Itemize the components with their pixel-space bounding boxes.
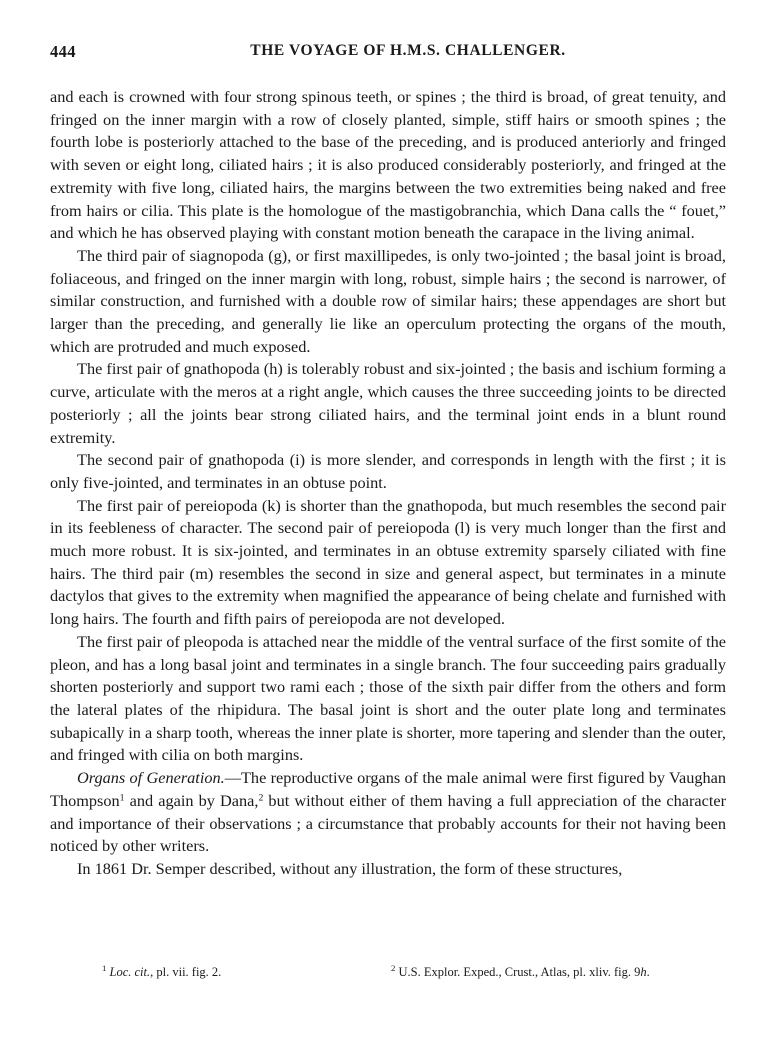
paragraph-pereiopoda: The first pair of pereiopoda (k) is shorter than the gnathopoda, but much resembles the second pair in its feebleness of character. The second pair of pereiopoda (l) is very much longer than the first and much more robust. It is six-jointed, and terminates in an obtuse extremity sparsely ciliated with fine hairs. The third pair (m) resembles the second in size and general aspect, but terminates in a minute dactylos that gives to the extremity when magnified the appearance of being chelate and furnished with long hairs. The fourth and fifth pairs of pereiopoda are not developed.	[50, 495, 726, 629]
section-heading-organs-of-generation: Organs of Generation.	[77, 768, 225, 788]
page-number: 444	[50, 42, 76, 61]
footnote-2-italic: h	[640, 965, 647, 979]
footnote-2-end: .	[646, 965, 650, 979]
paragraph-mastigobranchia: and each is crowned with four strong spinous teeth, or spines ; the third is broad, of great tenuity, and fringed on the inner margin with a row of closely planted, simple, stiff hairs or smooth spines ; the fourth lobe is posteriorly attached to the base of the preceding, and is produced anteriorly and fringed with seven or eight long, ciliated hairs ; it is also produced considerably posteriorly, and fringed at the extremity with five long, ciliated hairs, the margins between the two extremities being naked and free from hairs or cilia. This plate is the homologue of the mastigobranchia, which Dana calls the “ fouet,” and which he has observed playing with constant motion beneath the carapace in the living animal.	[50, 87, 726, 243]
paragraph-second-gnathopoda: The second pair of gnathopoda (i) is more slender, and corresponds in length with the first ; it is only five-jointed, and terminates in an obtuse point.	[50, 450, 726, 492]
footnote-2	[391, 964, 650, 980]
footnote-ref-2: 2	[258, 792, 264, 804]
footnote-mark-2: 2	[391, 963, 396, 974]
text-segment: but without either of them having a full appreciation of the character and importance of their observations ; a circumstance that probably accounts for their not having been noticed by other writers.	[50, 790, 727, 856]
footnote-ref-1: 1	[119, 792, 125, 804]
footnote-1-text: , pl. vii. fig. 2.	[150, 965, 222, 979]
paragraph-pleopoda: The first pair of pleopoda is attached near the middle of the ventral surface of the first somite of the pleon, and has a long basal joint and terminates in a single branch. The four succeeding pairs gradually shorten posteriorly and support two rami each ; those of the sixth pair differ from the others and form the lateral plates of the rhipidura. The basal joint is short and the outer plate long and terminates subapically in a sharp tooth, whereas the inner plate is shorter, more tapering and slender than the outer, and fringed with cilia on both margins.	[50, 631, 726, 765]
running-head	[50, 40, 726, 66]
page	[50, 40, 726, 881]
running-title: THE VOYAGE OF H.M.S. CHALLENGER.	[250, 42, 566, 59]
body-text	[50, 86, 726, 881]
footnote-mark-1: 1	[102, 963, 107, 974]
text-segment: and again by Dana,	[124, 790, 259, 810]
paragraph-first-gnathopoda: The first pair of gnathopoda (h) is tolerably robust and six-jointed ; the basis and ischium forming a curve, articulate with the meros at a right angle, which causes the three succeeding joints to be directed posteriorly ; all the joints bear strong ciliated hairs, and the terminal joint ends in a blunt round extremity.	[50, 359, 726, 447]
footnote-1	[102, 964, 221, 980]
footnote-2-text: U.S. Explor. Exped., Crust., Atlas, pl. xliv. fig. 9	[395, 965, 641, 979]
footnote-1-italic: Loc. cit.	[109, 965, 151, 979]
paragraph-semper: In 1861 Dr. Semper described, without any illustration, the form of these structures,	[77, 858, 623, 878]
paragraph-siagnopoda: The third pair of siagnopoda (g), or first maxillipedes, is only two-jointed ; the basal joint is broad, foliaceous, and fringed on the inner margin with long, robust, simple hairs ; the second is narrower, of similar construction, and furnished with a double row of similar hairs; these appendages are short but larger than the preceding, and generally lie like an operculum protecting the organs of the mouth, which are protruded and much exposed.	[50, 245, 726, 356]
text-segment: —The reproductive organs of the male animal were first figured by Vaughan Thompson	[50, 768, 726, 810]
paragraph-organs-of-generation	[50, 767, 726, 858]
